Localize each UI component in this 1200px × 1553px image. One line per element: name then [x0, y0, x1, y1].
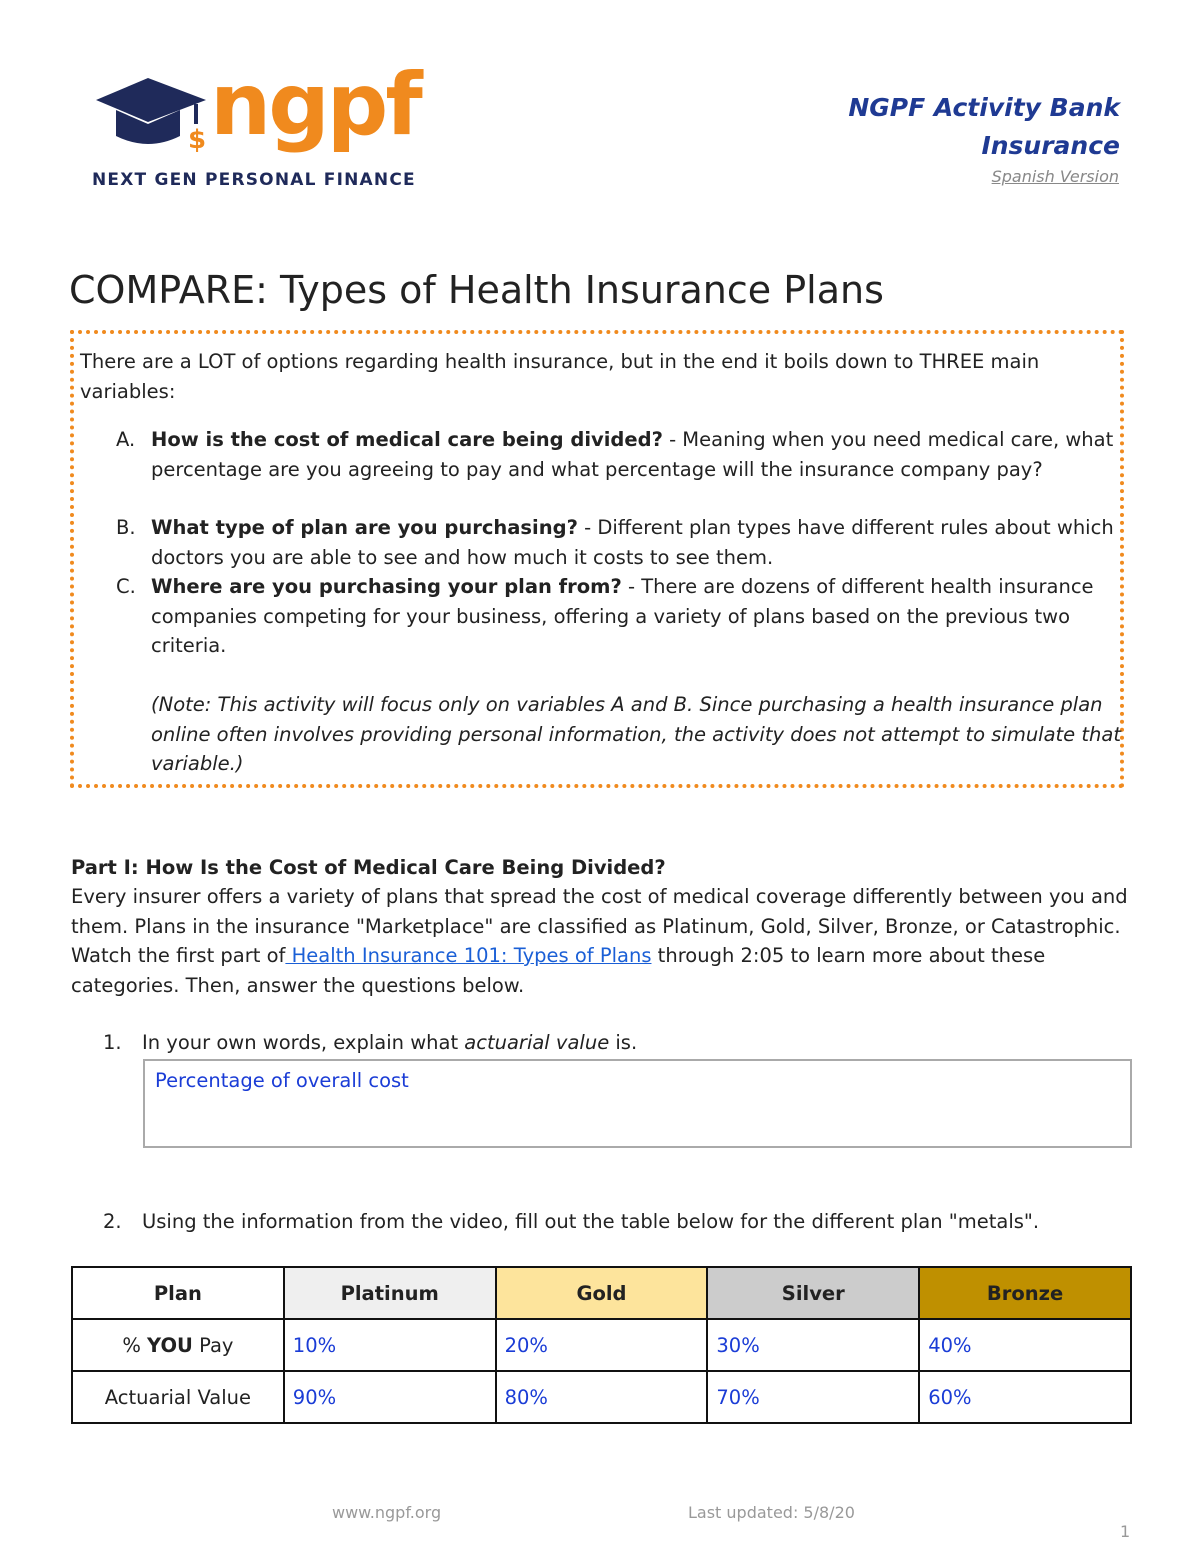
header-plan: Plan	[72, 1267, 284, 1319]
cell-silver-actuarial[interactable]: 70%	[707, 1371, 919, 1423]
header-silver: Silver	[707, 1267, 919, 1319]
ngpf-logo	[88, 55, 428, 193]
list-text: - There are dozens of different health insurance companies competing for your business, offering a variety of plans based on the previous two criteria.	[151, 575, 1094, 657]
logo-tagline: NEXT GEN PERSONAL FINANCE	[92, 170, 416, 190]
label-bold: YOU	[147, 1333, 193, 1357]
question-text-part: In your own words, explain what	[142, 1031, 465, 1054]
logo-wordmark: ngpf	[210, 55, 420, 155]
question-text: Using the information from the video, fill out the table below for the different plan "metals".	[142, 1210, 1040, 1233]
cell-platinum-you-pay[interactable]: 10%	[284, 1319, 496, 1371]
svg-text:$: $	[188, 125, 207, 155]
list-text: - Different plan types have different rules about which doctors you are able to see and how much it costs to see them.	[151, 516, 1114, 569]
list-marker: A.	[116, 428, 136, 451]
answer-text[interactable]: Percentage of overall cost	[155, 1069, 409, 1092]
cell-bronze-actuarial[interactable]: 60%	[919, 1371, 1131, 1423]
table-row	[72, 1319, 1131, 1371]
list-question: What type of plan are you purchasing?	[151, 516, 578, 539]
question-term: actuarial value	[464, 1031, 610, 1054]
page-number: 1	[1120, 1522, 1131, 1541]
intro-paragraph: There are a LOT of options regarding health insurance, but in the end it boils down to THREE main variables:	[80, 350, 1040, 403]
question-text	[142, 1028, 637, 1058]
label-part: %	[122, 1333, 148, 1357]
spanish-version-link[interactable]: Spanish Version	[991, 167, 1119, 186]
question-text-part: is.	[609, 1031, 638, 1054]
label-part: Pay	[192, 1333, 234, 1357]
intro-note: (Note: This activity will focus only on variables A and B. Since purchasing a health insurance plan online often involves providing personal information, the activity does not attempt to simulate that variable.)	[151, 693, 1121, 775]
cell-silver-you-pay[interactable]: 30%	[707, 1319, 919, 1371]
cell-bronze-you-pay[interactable]: 40%	[919, 1319, 1131, 1371]
header-topic: Insurance	[981, 131, 1120, 160]
question-number: 2.	[103, 1210, 122, 1233]
list-text: - Meaning when you need medical care, what percentage are you agreeing to pay and what percentage will the insurance company pay?	[151, 428, 1114, 481]
header-platinum: Platinum	[284, 1267, 496, 1319]
video-link[interactable]: Health Insurance 101: Types of Plans	[285, 944, 652, 967]
list-question: How is the cost of medical care being divided?	[151, 428, 663, 451]
cell-gold-you-pay[interactable]: 20%	[496, 1319, 708, 1371]
row-label-you-pay	[72, 1319, 284, 1371]
cell-platinum-actuarial[interactable]: 90%	[284, 1371, 496, 1423]
part1-paragraph	[71, 882, 1131, 1000]
list-question: Where are you purchasing your plan from?	[151, 575, 622, 598]
header-gold: Gold	[496, 1267, 708, 1319]
part1-text-after: through 2:05 to learn more about these categories. Then, answer the questions below.	[71, 944, 1046, 997]
graduation-cap-icon	[88, 78, 213, 158]
cell-gold-actuarial[interactable]: 80%	[496, 1371, 708, 1423]
footer-url[interactable]: www.ngpf.org	[332, 1503, 442, 1522]
page-title: COMPARE: Types of Health Insurance Plans	[69, 268, 884, 312]
table-header-row	[72, 1267, 1131, 1319]
header-bronze: Bronze	[919, 1267, 1131, 1319]
header-activity-bank: NGPF Activity Bank	[848, 93, 1120, 122]
question-number: 1.	[103, 1031, 122, 1054]
part1-text: Every insurer offers a variety of plans that spread the cost of medical coverage differently between you and them. Plans in the insurance "Marketplace" are classified as Platinum, Gold, Silver, Bronze, or Catastrophic. Watch the first part of	[71, 885, 1128, 967]
part1-heading: Part I: How Is the Cost of Medical Care Being Divided?	[71, 856, 666, 879]
row-label-actuarial: Actuarial Value	[72, 1371, 284, 1423]
list-marker: B.	[116, 516, 136, 539]
footer-last-updated: Last updated: 5/8/20	[688, 1503, 855, 1522]
metal-plans-table	[71, 1266, 1132, 1424]
list-marker: C.	[116, 575, 136, 598]
table-row	[72, 1371, 1131, 1423]
